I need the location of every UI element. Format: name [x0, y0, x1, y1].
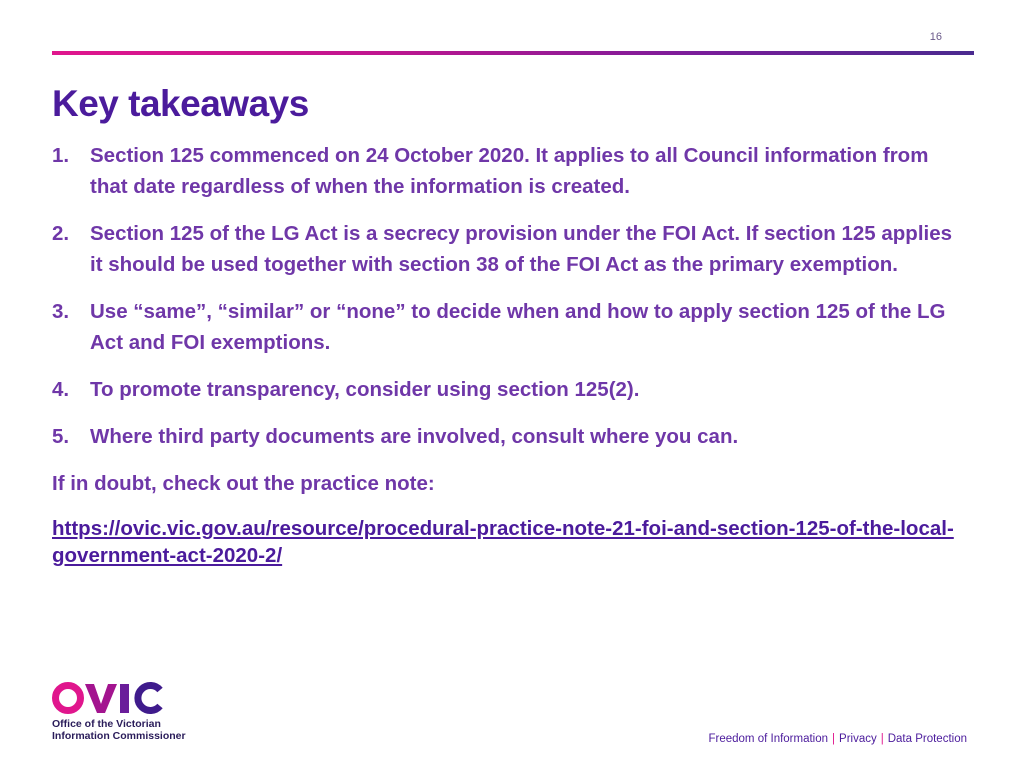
footer-item-privacy: Privacy — [839, 733, 877, 745]
list-item-text: Section 125 of the LG Act is a secrecy provision under the FOI Act. If section 125 applies it should be used together with section 38 of the FOI Act as the primary exemption. — [90, 222, 953, 276]
footer-links — [640, 733, 967, 745]
takeaways-list — [52, 140, 967, 452]
page-number: 16 — [929, 31, 942, 43]
list-item-text: Use “same”, “similar” or “none” to decide when and how to apply section 125 of the LG Act and FOI exemptions. — [90, 300, 946, 354]
footer-item-data-protection: Data Protection — [887, 733, 967, 745]
logo-letter-i — [120, 684, 129, 713]
list-item-number: 5. — [52, 425, 70, 448]
list-item — [52, 140, 967, 202]
list-item-number: 4. — [52, 378, 70, 401]
practice-note-link[interactable]: https://ovic.vic.gov.au/resource/procedural-practice-note-21-foi-and-section-125-of-the-local-government-act-2020-2/ — [52, 517, 954, 567]
list-item — [52, 218, 967, 280]
doubt-text: If in doubt, check out the practice note: — [52, 472, 435, 495]
logo-caption — [52, 718, 186, 742]
logo-line-1: Office of the Victorian — [52, 718, 161, 730]
list-item-number: 3. — [52, 300, 70, 323]
logo-letter-o — [56, 686, 81, 711]
list-item — [52, 421, 967, 452]
logo-letter-v — [85, 684, 117, 713]
ovic-logo — [52, 680, 202, 744]
ovic-wordmark-icon — [52, 680, 164, 716]
list-item-number: 2. — [52, 222, 70, 245]
list-item — [52, 296, 967, 358]
list-item-text: To promote transparency, consider using section 125(2). — [90, 378, 640, 401]
logo-letter-c — [138, 686, 160, 711]
list-item-number: 1. — [52, 144, 70, 167]
footer-item-foi: Freedom of Information — [708, 733, 829, 745]
footer-separator: | — [880, 733, 884, 745]
logo-line-2: Information Commissioner — [52, 730, 186, 742]
slide-content — [52, 140, 967, 569]
list-item-text: Where third party documents are involved, consult where you can. — [90, 425, 739, 448]
header-divider — [52, 51, 974, 55]
list-item — [52, 374, 967, 405]
footer-separator: | — [832, 733, 836, 745]
list-item-text: Section 125 commenced on 24 October 2020. It applies to all Council information from that date regardless of when the information is created. — [90, 144, 929, 198]
slide-title: Key takeaways — [52, 83, 309, 124]
